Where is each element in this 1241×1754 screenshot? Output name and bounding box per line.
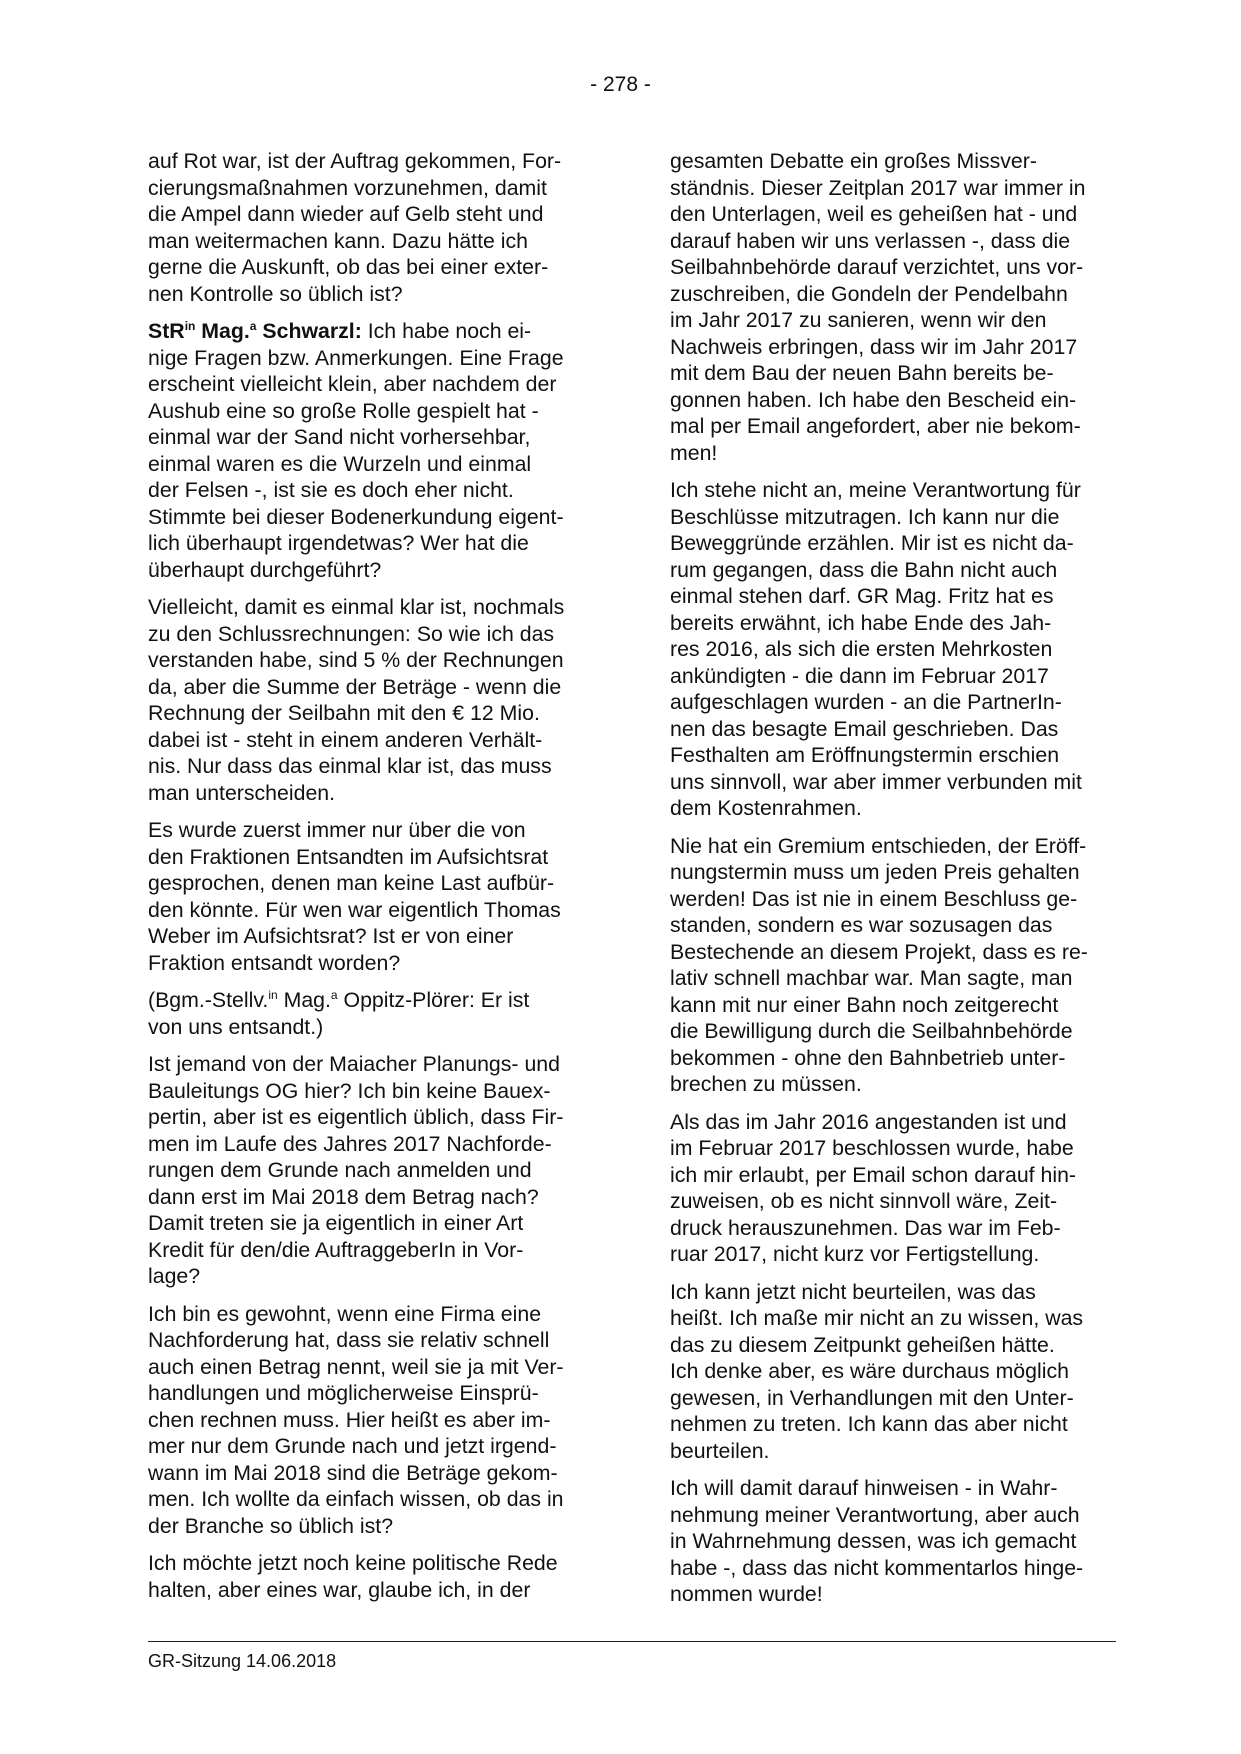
left-column: [148, 148, 596, 1614]
interjection-paragraph: (Bgm.-Stellv.$^{in}$ Mag.$^a$ Oppitz-Plörer: Er ist von uns entsandt.): [148, 988, 530, 1039]
right-column: [670, 148, 1118, 1619]
paragraph: auf Rot war, ist der Auftrag gekommen, For- cierungsmaßnahmen vorzunehmen, damit die Ampel dann wieder auf Gelb steht und man weitermachen kann. Dazu hätte ich gerne die Auskunft, ob das bei einer exter- nen Kontrolle so üblich ist?: [148, 149, 562, 306]
paragraph: Nie hat ein Gremium entschieden, der Eröff- nungstermin muss um jeden Preis gehalten werden! Das ist nie in einem Beschluss ge- standen, sondern es war sozusagen das Bestechende an diesem Projekt, dass es re- lativ schnell machbar war. Man sagte, man kann mit nur einer Bahn noch zeitgerecht die Bewilligung durch die Seilbahnbehörde bekommen - ohne den Bahnbetrieb unter- brechen zu müssen.: [670, 833, 1088, 1096]
paragraph: Ich kann jetzt nicht beurteilen, was das heißt. Ich maße mir nicht an zu wissen, was das zu diesem Zeitpunkt geheißen hätte. Ich denke aber, es wäre durchaus möglich gewesen, in Verhandlungen mit den Unter- nehmen zu treten. Ich kann das aber nicht beurteilen.: [670, 1279, 1084, 1463]
paragraph: Ich stehe nicht an, meine Verantwortung für Beschlüsse mitzutragen. Ich kann nur die Beweggründe erzählen. Mir ist es nicht da- rum gegangen, dass die Bahn nicht auch einmal stehen darf. GR Mag. Fritz hat es bereits erwähnt, ich habe Ende des Jah- res 2016, als sich die ersten Mehrkosten ankündigten - die dann im Februar 2017 aufgeschlagen wurden - an die PartnerIn- nen das besagte Email geschrieben. Das Festhalten am Eröffnungstermin erschien uns sinnvoll, war aber immer verbunden mit dem Kostenrahmen.: [670, 478, 1082, 820]
footer-divider: [148, 1641, 1116, 1642]
page-number: - 278 -: [590, 73, 651, 96]
paragraph: Ist jemand von der Maiacher Planungs- und Bauleitungs OG hier? Ich bin keine Bauex- pertin, aber ist es eigentlich üblich, dass Fir- men im Laufe des Jahres 2017 Nachforde- rungen dem Grunde nach anmelden und dann erst im Mai 2018 dem Betrag nach? Damit treten sie ja eigentlich in einer Art Kredit für den/die AuftraggeberIn in Vor- lage?: [148, 1052, 564, 1288]
paragraph: Ich will damit darauf hinweisen - in Wahr- nehmung meiner Verantwortung, aber auch in Wahrnehmung dessen, was ich gemacht habe -, dass das nicht kommentarlos hinge- nommen wurde!: [670, 1476, 1084, 1606]
speaker-paragraph: StR$^{in}$ Mag.$^a$ Schwarzl: Ich habe noch ei- nige Fragen bzw. Anmerkungen. Eine Frage erscheint vielleicht klein, aber nachdem der Aushub eine so große Rolle gespielt hat - einmal war der Sand nicht vorhersehbar, einmal waren es die Wurzeln und einmal der Felsen -, ist sie es doch eher nicht. Stimmte bei dieser Bodenerkundung eigent- lich überhaupt irgendetwas? Wer hat die überhaupt durchgeführt?: [148, 319, 564, 582]
paragraph: Als das im Jahr 2016 angestanden ist und im Februar 2017 beschlossen wurde, habe ich mir erlaubt, per Email schon darauf hin- zuweisen, ob es nicht sinnvoll wäre, Zeit- druck herauszunehmen. Das war im Feb- ruar 2017, nicht kurz vor Fertigstellung.: [670, 1109, 1077, 1266]
paragraph: Ich möchte jetzt noch keine politische Rede halten, aber eines war, glaube ich, in der: [148, 1551, 558, 1602]
speaker-name: StR$^{in}$ Mag.$^a$ Schwarzl:: [148, 319, 362, 343]
footer-text: GR-Sitzung 14.06.2018: [148, 1651, 337, 1671]
paragraph: Es wurde zuerst immer nur über die von den Fraktionen Entsandten im Aufsichtsrat gesprochen, denen man keine Last aufbür- den könnte. Für wen war eigentlich Thomas Weber im Aufsichtsrat? Ist er von einer Fraktion entsandt worden?: [148, 818, 561, 975]
paragraph: gesamten Debatte ein großes Missver- ständnis. Dieser Zeitplan 2017 war immer in den Unterlagen, weil es geheißen hat - und darauf haben wir uns verlassen -, dass die Seilbahnbehörde darauf verzichtet, uns vor- zuschreiben, die Gondeln der Pendelbahn im Jahr 2017 zu sanieren, wenn wir den Nachweis erbringen, dass wir im Jahr 2017 mit dem Bau der neuen Bahn bereits be- gonnen haben. Ich habe den Bescheid ein- mal per Email angefordert, aber nie bekom- men!: [670, 149, 1086, 465]
paragraph: Vielleicht, damit es einmal klar ist, nochmals zu den Schlussrechnungen: So wie ich das verstanden habe, sind 5 % der Rechnungen da, aber die Summe der Beträge - wenn die Rechnung der Seilbahn mit den € 12 Mio. dabei ist - steht in einem anderen Verhält- nis. Nur dass das einmal klar ist, das muss man unterscheiden.: [148, 595, 565, 805]
paragraph: Ich bin es gewohnt, wenn eine Firma eine Nachforderung hat, dass sie relativ schnell auch einen Betrag nennt, weil sie ja mit Ver- handlungen und möglicherweise Einsprü- chen rechnen muss. Hier heißt es aber im- mer nur dem Grunde nach und jetzt irgend- wann im Mai 2018 sind die Beträge gekom- men. Ich wollte da einfach wissen, ob das in der Branche so üblich ist?: [148, 1301, 564, 1538]
